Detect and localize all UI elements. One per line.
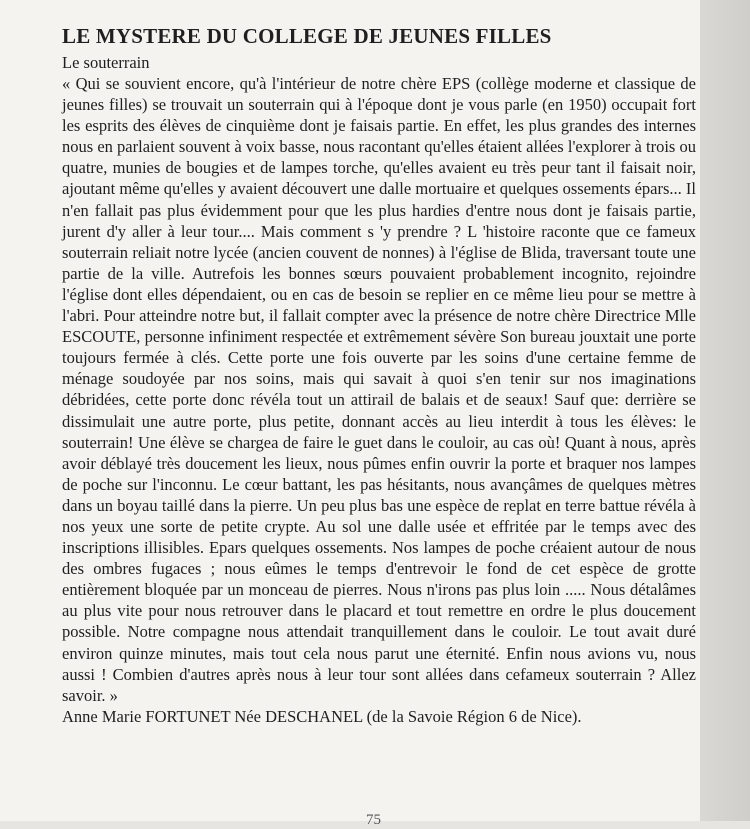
article-title: LE MYSTERE DU COLLEGE DE JEUNES FILLES [62,24,552,48]
article-subtitle: Le souterrain [62,53,150,72]
page-number: 75 [366,812,381,828]
adjacent-page-edge [700,0,750,821]
article-signature: Anne Marie FORTUNET Née DESCHANEL (de la Savoie Région 6 de Nice). [62,706,582,726]
article [62,22,696,727]
article-body: « Qui se souvient encore, qu'à l'intérieur de notre chère EPS (collège moderne et classique de jeunes filles) se trouvait un souterrain qui à l'époque dont je vous parle (en 1950) occupait fort les esprits des élèves de cinquième dont je faisais partie. En effet, les plus grandes des internes nous en parlaient souvent à voix basse, nous racontant qu'elles étaient allées l'explorer à trois ou quatre, munies de bougies et de lampes torche, qu'elles avaient eu très peur tant il faisait noir, ajoutant même qu'elles y avaient découvert une dalle mortuaire et quelques ossements épars... Il n'en fallait pas plus évidemment pour que les plus hardies d'entre nous dont je faisais partie, jurent d'y aller à leur tour.... Mais comment s 'y prendre ? L 'histoire raconte que ce fameux souterrain reliait notre lycée (ancien couvent de nonnes) à l'église de Blida, traversant toute une partie de la ville. Autrefois les bonnes sœurs pouvaient probablement incognito, rejoindre l'église dont elles dépendaient, ou en cas de besoin se replier en ce même lieu pour se mettre à l'abri. Pour atteindre notre but, il fallait compter avec la présence de notre chère Directrice Mlle ESCOUTE, personne infiniment respectée et extrêmement sévère Son bureau jouxtait une porte toujours fermée à clés. Cette porte une fois ouverte par les soins d'une certaine femme de ménage soudoyée par nos soins, mais qui savait à quoi s'en tenir sur nos imaginations débridées, cette porte donc révéla tout un attirail de balais et de seaux! Sauf que: derrière se dissimulait une autre porte, plus petite, donnant accès au lieu interdit à tous les élèves: le souterrain! Une élève se chargea de faire le guet dans le couloir, au cas où! Quant à nous, après avoir déblayé très doucement les lieux, nous pûmes enfin ouvrir la porte et braquer nos lampes de poche sur l'inconnu. Le cœur battant, les pas hésitants, nous avançâmes de quelques mètres dans un boyau taillé dans la pierre. Un peu plus bas une espèce de replat en terre battue révéla à nos yeux une sorte de petite crypte. Au sol une dalle usée et effritée par le temps avec des inscriptions illisibles. Epars quelques ossements. Nos lampes de poche créaient autour de nous des ombres fugaces ; nous eûmes le temps d'entrevoir le fond de cet espèce de grotte entièrement bloquée par un monceau de pierres. Nous n'irons pas plus loin ..... Nous détalâmes au plus vite pour nous retrouver dans le placard et tout remettre en ordre le plus doucement possible. Notre compagne nous attendait tranquillement dans le couloir. Le tout avait duré environ quinze minutes, mais tout cela nous parut une éternité. Enfin nous avions vu, nous aussi ! Combien d'autres après nous à leur tour sont allées dans cefameux souterrain ? Allez savoir. » [62,74,696,705]
